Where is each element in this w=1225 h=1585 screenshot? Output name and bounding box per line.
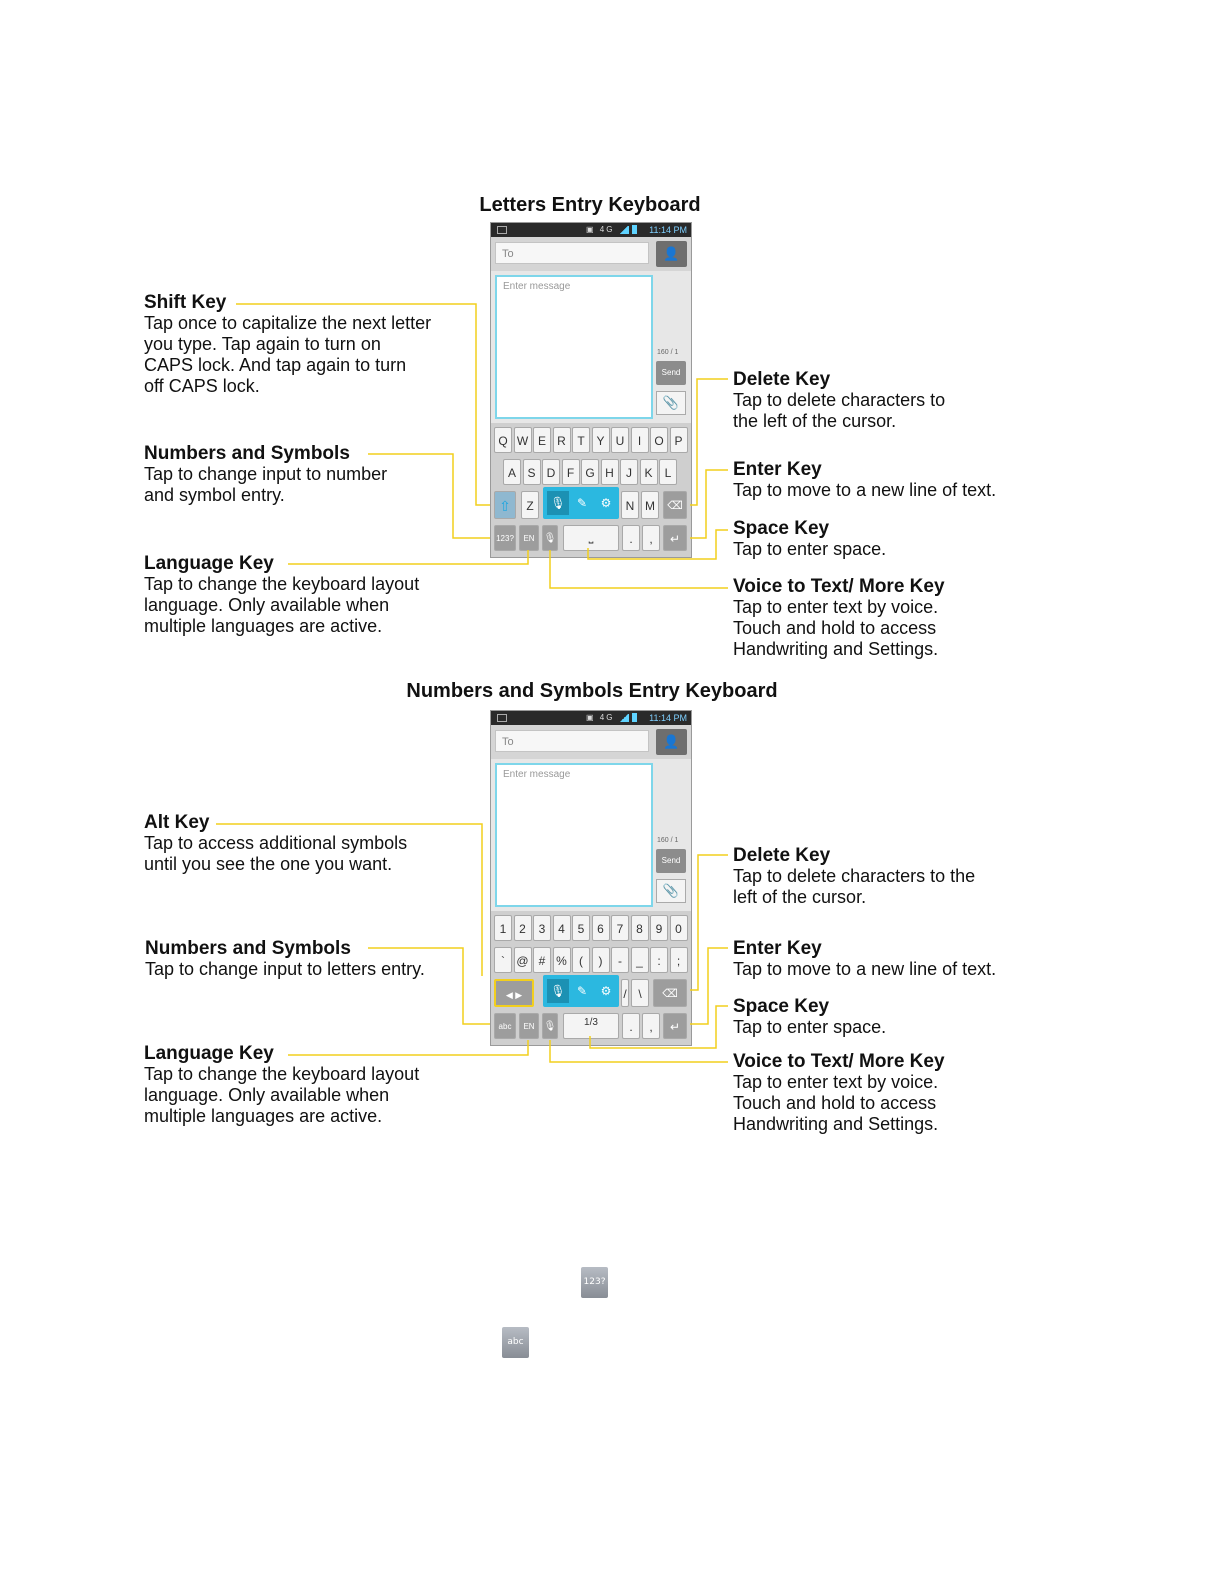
backspace-icon: ⌫ bbox=[662, 988, 678, 1000]
network-4g-icon: ▣ 4G bbox=[586, 225, 615, 234]
settings-gear-icon[interactable]: ⚙ bbox=[600, 496, 612, 510]
letter-key[interactable]: P bbox=[670, 427, 688, 453]
paperclip-icon: 📎 bbox=[662, 395, 680, 410]
callout-title: Numbers and Symbols bbox=[145, 938, 351, 959]
space-page-label: 1/3 bbox=[584, 1017, 598, 1028]
symbol-key[interactable]: ( bbox=[572, 947, 590, 973]
to-field[interactable]: To bbox=[495, 242, 649, 264]
period-key[interactable]: . bbox=[622, 1013, 640, 1039]
callout-title: Delete Key bbox=[733, 369, 831, 390]
callout-title: Language Key bbox=[144, 553, 274, 574]
letter-key[interactable]: J bbox=[620, 459, 638, 485]
symbol-key[interactable]: - bbox=[611, 947, 629, 973]
microphone-icon[interactable]: 🎙 bbox=[547, 979, 569, 1003]
alt-leader-line bbox=[216, 824, 482, 976]
number-key[interactable]: 2 bbox=[514, 915, 532, 941]
number-key[interactable]: 5 bbox=[572, 915, 590, 941]
letter-key[interactable]: E bbox=[533, 427, 551, 453]
to-field[interactable]: To bbox=[495, 730, 649, 752]
callout-text: Tap to delete characters to the left of the cursor. bbox=[733, 390, 946, 431]
space-leader-line bbox=[588, 530, 728, 559]
enter-arrow-icon: ↵ bbox=[669, 1020, 681, 1034]
period-key[interactable]: . bbox=[622, 525, 640, 551]
symbols-keyboard-title: Numbers and Symbols Entry Keyboard bbox=[406, 680, 778, 702]
character-counter: 160 / 1 bbox=[657, 349, 679, 356]
callout-text: Tap to access additional symbols until you see the one you want. bbox=[144, 833, 408, 874]
number-key[interactable]: 7 bbox=[611, 915, 629, 941]
shift-leader-line bbox=[236, 304, 490, 505]
number-key[interactable]: 6 bbox=[592, 915, 610, 941]
letter-key[interactable]: K bbox=[640, 459, 658, 485]
paperclip-icon: 📎 bbox=[662, 883, 680, 898]
left-right-arrows-icon: ◀ ▶ bbox=[505, 990, 523, 1000]
symbol-key[interactable]: ` bbox=[494, 947, 512, 973]
number-key[interactable]: 3 bbox=[533, 915, 551, 941]
callout-text: Tap once to capitalize the next letter you type. Tap again to turn on CAPS lock. And tap again to turn off CAPS lock. bbox=[144, 313, 432, 396]
language-key[interactable]: EN bbox=[519, 1013, 539, 1039]
symbol-key[interactable]: _ bbox=[631, 947, 649, 973]
backslash-key[interactable]: \ bbox=[631, 979, 649, 1007]
callout-title: Voice to Text/ More Key bbox=[733, 1051, 945, 1072]
microphone-icon: 🎙 bbox=[543, 533, 557, 544]
settings-gear-icon[interactable]: ⚙ bbox=[600, 984, 612, 998]
microphone-icon[interactable]: 🎙 bbox=[547, 491, 569, 515]
numbers-leader-line bbox=[368, 454, 490, 538]
language-leader-line bbox=[288, 550, 528, 564]
voice-leader-line bbox=[550, 550, 728, 588]
send-button[interactable]: Send bbox=[656, 361, 686, 385]
letter-key[interactable]: O bbox=[650, 427, 668, 453]
language-key[interactable]: EN bbox=[519, 525, 539, 551]
letter-key[interactable]: H bbox=[601, 459, 619, 485]
enter-leader-line bbox=[690, 948, 728, 1024]
callout-title: Space Key bbox=[733, 996, 830, 1017]
delete-leader-line bbox=[690, 855, 728, 990]
handwriting-pen-icon[interactable]: ✎ bbox=[576, 496, 588, 510]
callout-title: Numbers and Symbols bbox=[144, 443, 350, 464]
enter-arrow-icon: ↵ bbox=[669, 532, 681, 546]
comma-key[interactable]: , bbox=[642, 1013, 660, 1039]
letter-key[interactable]: L bbox=[659, 459, 677, 485]
letter-key[interactable]: I bbox=[631, 427, 649, 453]
status-time: 11:14 PM bbox=[649, 713, 687, 723]
key-m[interactable]: M bbox=[641, 491, 659, 519]
symbol-key[interactable]: ) bbox=[592, 947, 610, 973]
shift-arrow-icon: ⇧ bbox=[499, 498, 511, 514]
callout-text: Tap to delete characters to the left of the cursor. bbox=[733, 866, 976, 907]
symbol-key[interactable]: @ bbox=[514, 947, 532, 973]
number-key[interactable]: 0 bbox=[670, 915, 688, 941]
symbol-key[interactable]: % bbox=[553, 947, 571, 973]
number-key[interactable]: 4 bbox=[553, 915, 571, 941]
callout-title: Language Key bbox=[144, 1043, 274, 1064]
callout-text: Tap to move to a new line of text. bbox=[733, 959, 997, 979]
letter-key[interactable]: S bbox=[523, 459, 541, 485]
delete-leader-line bbox=[690, 379, 728, 505]
letters-keyboard-title: Letters Entry Keyboard bbox=[479, 194, 701, 216]
numbers-leader-line bbox=[368, 948, 490, 1024]
letter-key[interactable]: Q bbox=[494, 427, 512, 453]
send-button[interactable]: Send bbox=[656, 849, 686, 873]
key-n[interactable]: N bbox=[621, 491, 639, 519]
backspace-icon: ⌫ bbox=[667, 500, 683, 512]
slash-key[interactable]: / bbox=[621, 979, 629, 1007]
microphone-icon: 🎙 bbox=[543, 1021, 557, 1032]
letter-key[interactable]: G bbox=[581, 459, 599, 485]
enter-leader-line bbox=[690, 470, 728, 538]
callout-title: Enter Key bbox=[733, 459, 822, 480]
callout-text: Tap to enter text by voice. Touch and hold to access Handwriting and Settings. bbox=[733, 597, 939, 659]
number-key[interactable]: 8 bbox=[631, 915, 649, 941]
letters-key-icon: abc bbox=[502, 1327, 529, 1358]
callout-text: Tap to enter space. bbox=[733, 1017, 887, 1037]
callout-title: Alt Key bbox=[144, 812, 210, 833]
callout-text: Tap to enter space. bbox=[733, 539, 887, 559]
callout-text: Tap to move to a new line of text. bbox=[733, 480, 997, 500]
number-key[interactable]: 9 bbox=[650, 915, 668, 941]
letter-key[interactable]: Y bbox=[592, 427, 610, 453]
handwriting-pen-icon[interactable]: ✎ bbox=[576, 984, 588, 998]
numbers-key-icon: 123? bbox=[581, 1267, 608, 1298]
character-counter: 160 / 1 bbox=[657, 837, 679, 844]
callout-text: Tap to enter text by voice. Touch and hold to access Handwriting and Settings. bbox=[733, 1072, 939, 1134]
callout-text: Tap to change input to number and symbol entry. bbox=[144, 464, 388, 505]
callout-text: Tap to change the keyboard layout language. Only available when multiple languages are active. bbox=[144, 574, 420, 636]
voice-leader-line bbox=[550, 1040, 728, 1062]
language-leader-line bbox=[288, 1040, 528, 1055]
message-input[interactable]: Enter message bbox=[495, 763, 653, 907]
status-time: 11:14 PM bbox=[649, 225, 687, 235]
letter-key[interactable]: T bbox=[572, 427, 590, 453]
callout-text: Tap to change the keyboard layout language. Only available when multiple languages are active. bbox=[144, 1064, 420, 1126]
callout-title: Shift Key bbox=[144, 292, 227, 313]
callout-title: Delete Key bbox=[733, 845, 831, 866]
message-input[interactable]: Enter message bbox=[495, 275, 653, 419]
symbol-key[interactable]: ; bbox=[670, 947, 688, 973]
key-z[interactable]: Z bbox=[521, 491, 539, 519]
symbol-key[interactable]: : bbox=[650, 947, 668, 973]
letter-key[interactable]: A bbox=[503, 459, 521, 485]
symbol-key[interactable]: # bbox=[533, 947, 551, 973]
letter-key[interactable]: U bbox=[611, 427, 629, 453]
callout-title: Enter Key bbox=[733, 938, 822, 959]
letters-mode-key[interactable]: abc bbox=[494, 1013, 516, 1039]
space-bar-icon: ⎵ bbox=[588, 530, 594, 544]
comma-key[interactable]: , bbox=[642, 525, 660, 551]
network-4g-icon: ▣ 4G bbox=[586, 713, 615, 722]
letter-key[interactable]: W bbox=[514, 427, 532, 453]
letter-key[interactable]: R bbox=[553, 427, 571, 453]
letter-key[interactable]: F bbox=[562, 459, 580, 485]
number-key[interactable]: 1 bbox=[494, 915, 512, 941]
person-icon: 👤 bbox=[663, 734, 680, 749]
callout-title: Space Key bbox=[733, 518, 830, 539]
person-icon: 👤 bbox=[663, 246, 680, 261]
callout-title: Voice to Text/ More Key bbox=[733, 576, 945, 597]
numbers-symbols-key[interactable]: 123? bbox=[494, 525, 516, 551]
callout-text: Tap to change input to letters entry. bbox=[145, 959, 425, 979]
letter-key[interactable]: D bbox=[542, 459, 560, 485]
